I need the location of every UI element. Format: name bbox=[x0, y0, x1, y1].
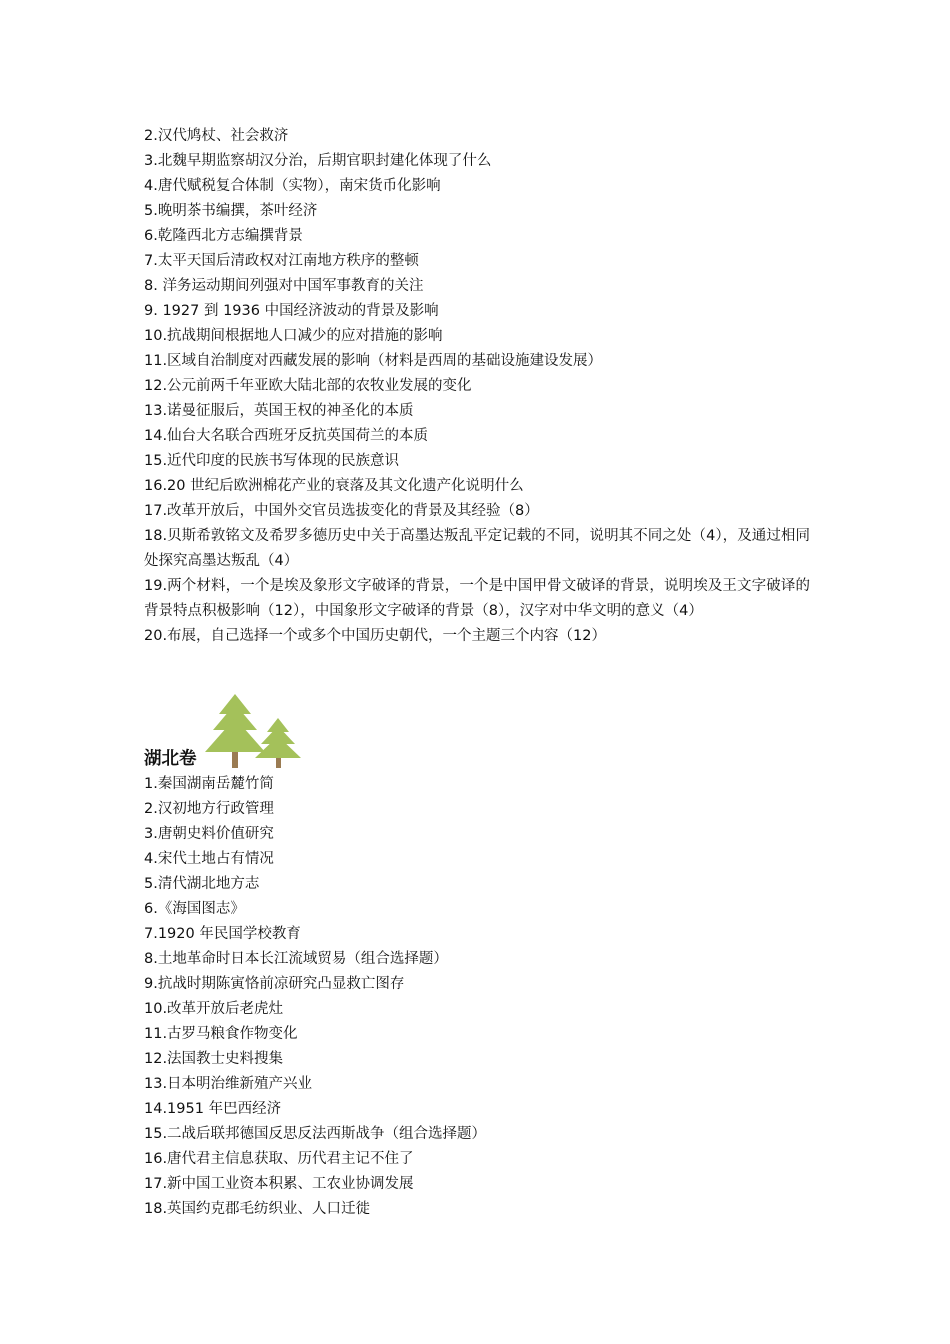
list-item: 14.1951 年巴西经济 bbox=[144, 1101, 282, 1117]
list-item: 15.近代印度的民族书写体现的民族意识 bbox=[144, 453, 400, 469]
list-item: 17.新中国工业资本积累、工农业协调发展 bbox=[144, 1176, 414, 1192]
list-item: 11.区域自治制度对西藏发展的影响（材料是西周的基础设施建设发展） bbox=[144, 353, 603, 369]
list-item: 13.诺曼征服后，英国王权的神圣化的本质 bbox=[144, 403, 414, 419]
list-item: 5.晚明茶书编撰，茶叶经济 bbox=[144, 203, 318, 219]
list-item: 20.布展，自己选择一个或多个中国历史朝代，一个主题三个内容（12） bbox=[144, 628, 607, 644]
list-item: 16.20 世纪后欧洲棉花产业的衰落及其文化遗产化说明什么 bbox=[144, 478, 524, 494]
list-item: 16.唐代君主信息获取、历代君主记不住了 bbox=[144, 1151, 414, 1167]
list-item: 10.抗战期间根据地人口减少的应对措施的影响 bbox=[144, 328, 443, 344]
list-item: 1.秦国湖南岳麓竹简 bbox=[144, 776, 274, 792]
list-item: 3.北魏早期监察胡汉分治，后期官职封建化体现了什么 bbox=[144, 153, 492, 169]
list-item: 19.两个材料，一个是埃及象形文字破译的背景，一个是中国甲骨文破译的背景，说明埃及王文字破译的背景特点积极影响（12），中国象形文字破译的背景（8），汉字对中华文明的意义（4） bbox=[144, 578, 810, 619]
list-item: 9. 1927 到 1936 中国经济波动的背景及影响 bbox=[144, 303, 439, 319]
list-item: 10.改革开放后老虎灶 bbox=[144, 1001, 284, 1017]
hubei-question-list bbox=[144, 772, 810, 1222]
list-item: 11.古罗马粮食作物变化 bbox=[144, 1026, 298, 1042]
list-item: 18.贝斯希敦铭文及希罗多德历史中关于高墨达叛乱平定记载的不同，说明其不同之处（4），及通过相同处探究高墨达叛乱（4） bbox=[144, 528, 810, 569]
list-item: 9.抗战时期陈寅恪前凉研究凸显救亡图存 bbox=[144, 976, 405, 992]
list-item: 2.汉代鸠杖、社会救济 bbox=[144, 128, 289, 144]
list-item: 17.改革开放后，中国外交官员选拔变化的背景及其经验（8） bbox=[144, 503, 539, 519]
list-item: 12.法国教士史料搜集 bbox=[144, 1051, 284, 1067]
list-item: 5.清代湖北地方志 bbox=[144, 876, 260, 892]
list-item: 3.唐朝史料价值研究 bbox=[144, 826, 274, 842]
list-item: 12.公元前两千年亚欧大陆北部的农牧业发展的变化 bbox=[144, 378, 472, 394]
list-item: 7.1920 年民国学校教育 bbox=[144, 926, 301, 942]
list-item: 6.《海国图志》 bbox=[144, 901, 245, 917]
list-item: 13.日本明治维新殖产兴业 bbox=[144, 1076, 313, 1092]
question-list bbox=[144, 124, 810, 649]
list-item: 8.土地革命时日本长江流域贸易（组合选择题） bbox=[144, 951, 448, 967]
pine-trees-icon bbox=[201, 694, 303, 768]
section-title: 湖北卷 bbox=[144, 749, 197, 769]
list-item: 6.乾隆西北方志编撰背景 bbox=[144, 228, 303, 244]
small-tree bbox=[255, 718, 301, 768]
list-item: 7.太平天国后清政权对江南地方秩序的整顿 bbox=[144, 253, 419, 269]
list-item: 15.二战后联邦德国反思反法西斯战争（组合选择题） bbox=[144, 1126, 487, 1142]
list-item: 4.宋代土地占有情况 bbox=[144, 851, 274, 867]
list-item: 14.仙台大名联合西班牙反抗英国荷兰的本质 bbox=[144, 428, 429, 444]
list-item: 8. 洋务运动期间列强对中国军事教育的关注 bbox=[144, 278, 424, 294]
large-tree bbox=[205, 694, 265, 768]
list-item: 4.唐代赋税复合体制（实物），南宋货币化影响 bbox=[144, 178, 441, 194]
list-item: 18.英国约克郡毛纺织业、人口迁徙 bbox=[144, 1201, 371, 1217]
list-item: 2.汉初地方行政管理 bbox=[144, 801, 274, 817]
